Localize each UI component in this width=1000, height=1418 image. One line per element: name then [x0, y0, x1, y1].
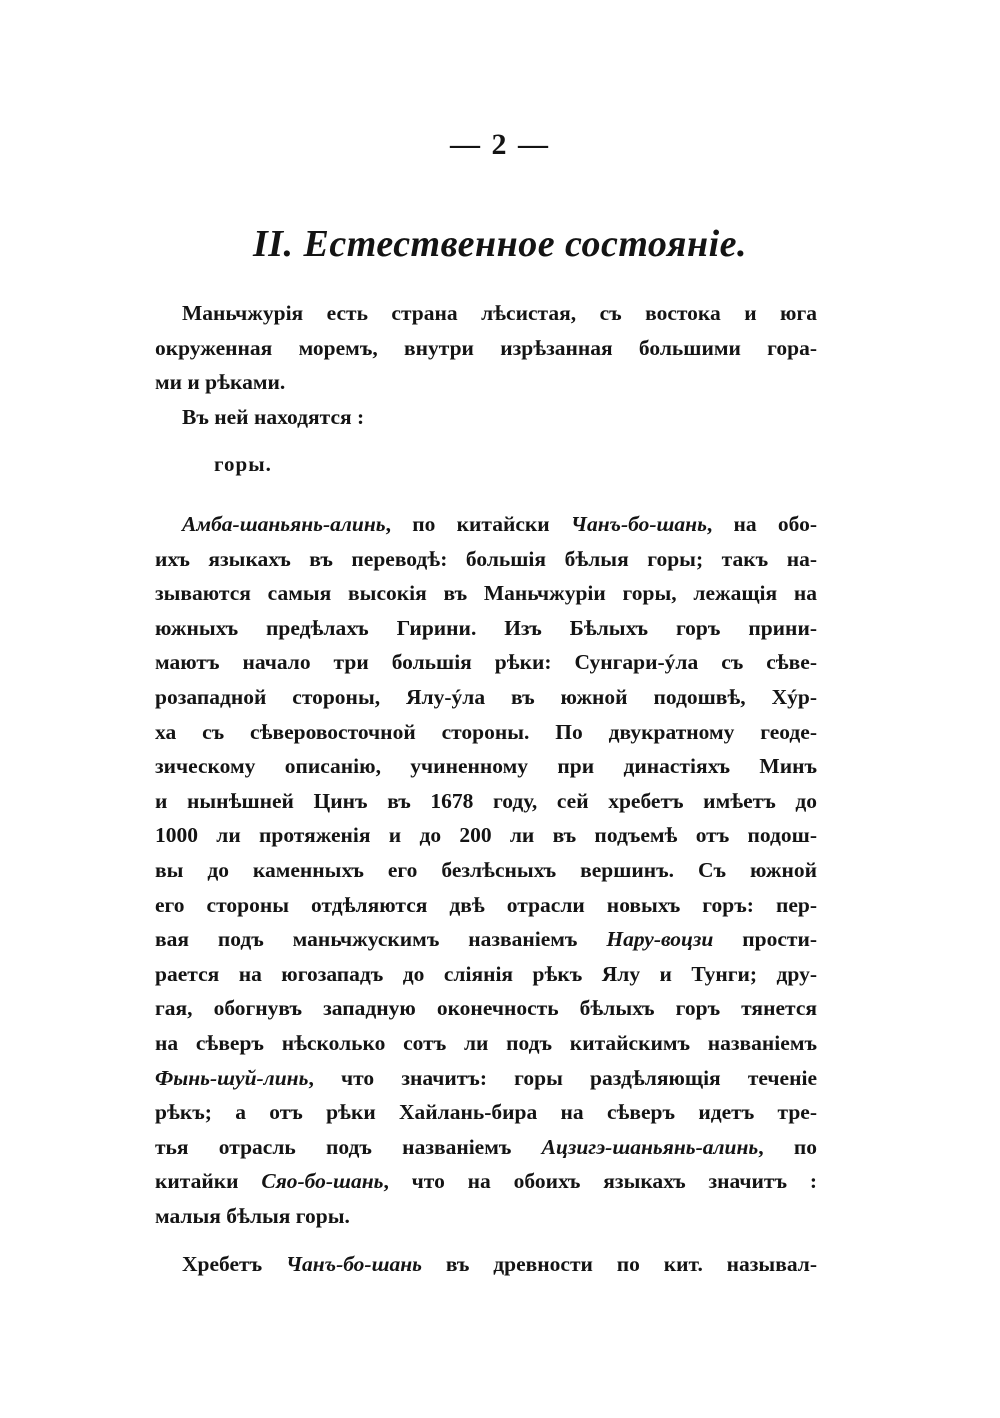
term-italic: Чанъ-бо-шань [570, 512, 707, 536]
text-line: его стороны отдѣляются двѣ отрасли новыхъ горъ: пер- [155, 892, 817, 917]
text-line: малыя бѣлыя горы. [155, 1203, 350, 1228]
text-line: окруженная моремъ, внутри изрѣзанная большими гора- [155, 335, 817, 360]
text-line: вы до каменныхъ его безлѣсныхъ вершинъ. Съ южной [155, 857, 817, 882]
text-run: , что значитъ: горы раздѣляющiя теченiе [308, 1065, 817, 1090]
text-line [155, 507, 817, 542]
text-line: ми и рѣками. [155, 370, 286, 395]
text-line: зываются самыя высокiя въ Маньчжурiи горы, лежащiя на [155, 581, 817, 606]
text-line: южныхъ предѣлахъ Гирини. Изъ Бѣлыхъ горъ прини- [155, 615, 817, 640]
text-line [155, 1061, 817, 1096]
term-italic: Ацзигэ-шаньянь-алинь [541, 1134, 759, 1159]
text-run: , по [758, 1134, 818, 1159]
intro-paragraphs [155, 296, 817, 434]
text-line: Въ ней находятся : [182, 404, 365, 429]
text-run: , по китайски [385, 512, 571, 536]
text-line: ихъ языкахъ въ переводѣ: большiя бѣлыя горы; такъ на- [155, 546, 817, 571]
text-run: вая подъ маньчжускимъ названiемъ [155, 927, 607, 952]
text-run: Хребетъ [182, 1252, 286, 1276]
text-line: ха съ сѣверовосточной стороны. По двукратному геоде- [155, 719, 817, 744]
text-run: , на обо- [706, 512, 817, 536]
section-label: горы. [214, 452, 272, 476]
body-paragraph [155, 507, 817, 1233]
text-line: рается на югозападъ до слiянiя рѣкъ Ялу и Тунги; дру- [155, 961, 817, 986]
body-paragraph [155, 1247, 817, 1282]
text-line: маютъ начало три большiя рѣки: Сунгари-ýла съ сѣве- [155, 650, 817, 675]
page-number: — 2 — [450, 128, 550, 161]
text-line: на сѣверъ нѣсколько сотъ ли подъ китайскимъ названiемъ [155, 1030, 817, 1055]
text-line [155, 1164, 817, 1199]
text-line: Маньчжурiя есть страна лѣсистая, съ востока и юга [182, 301, 817, 325]
text-line: рѣкъ; а отъ рѣки Хайлань-бира на сѣверъ идетъ тре- [155, 1100, 817, 1125]
text-run: прости- [713, 927, 818, 952]
text-line: зическому описанiю, учиненному при династiяхъ Минъ [155, 754, 817, 779]
text-run: въ древности по кит. называл- [422, 1252, 817, 1276]
term-italic: Чанъ-бо-шань [285, 1252, 423, 1276]
text-run: китайки [155, 1169, 262, 1194]
text-line: 1000 ли протяженiя и до 200 ли въ подъемѣ отъ подош- [155, 823, 817, 848]
term-italic: Нару-воцзи [606, 927, 714, 952]
text-line [155, 1247, 817, 1282]
term-italic: Амба-шаньянь-алинь [182, 512, 386, 536]
text-line: гая, обогнувъ западную оконечность бѣлыхъ горъ тянется [155, 996, 817, 1021]
text-line: и нынѣшней Цинъ въ 1678 году, сей хребетъ имѣетъ до [155, 788, 817, 813]
term-italic: Фынь-шуй-линь [155, 1065, 309, 1090]
term-italic: Сяо-бо-шань [261, 1169, 384, 1194]
text-line: розападной стороны, Ялу-ýла въ южной подошвѣ, Хýр- [155, 684, 817, 709]
text-line [155, 1130, 817, 1165]
text-run: тья отрасль подъ названiемъ [155, 1134, 542, 1159]
text-line [155, 922, 817, 957]
chapter-heading: II. Естественное состоянiе. [252, 223, 747, 265]
text-run: , что на обоихъ языкахъ значитъ : [383, 1169, 817, 1194]
